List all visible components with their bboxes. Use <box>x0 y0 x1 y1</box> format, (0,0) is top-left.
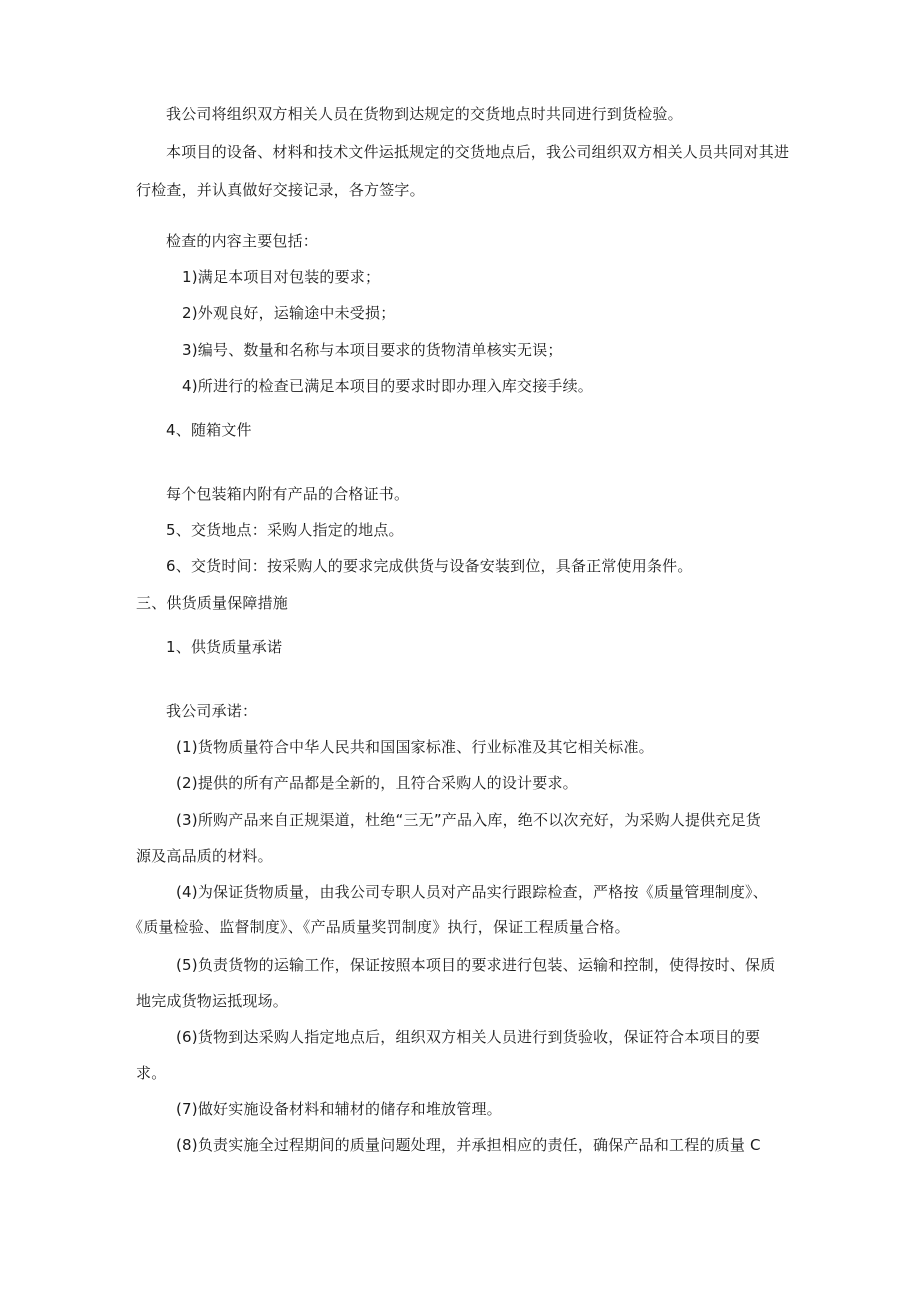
section-4-body: 每个包装箱内附有产品的合格证书。 <box>166 485 410 503</box>
inspection-item: 1)满足本项目对包装的要求； <box>182 268 381 286</box>
supply-quality-commitment-heading: 1、供货质量承诺 <box>166 638 283 656</box>
inspection-item: 2)外观良好，运输途中未受损； <box>182 304 396 322</box>
intro-paragraph-line-3: 行检查，并认真做好交接记录，各方签字。 <box>136 181 425 199</box>
promise-item-7: (7)做好实施设备材料和辅材的储存和堆放管理。 <box>176 1100 502 1118</box>
promise-item-3-line-1: (3)所购产品来自正规渠道，杜绝“三无”产品入库，绝不以次充好，为采购人提供充足货 <box>176 811 761 829</box>
part-3-heading: 三、供货质量保障措施 <box>136 594 289 612</box>
promise-item-5-line-1: (5)负责货物的运输工作，保证按照本项目的要求进行包装、运输和控制，使得按时、保质 <box>176 956 776 974</box>
inspection-item: 3)编号、数量和名称与本项目要求的货物清单核实无误； <box>182 341 563 359</box>
promise-item-8: (8)负责实施全过程期间的质量问题处理，并承担相应的责任，确保产品和工程的质量 C <box>176 1136 761 1154</box>
promise-item-4-line-1: (4)为保证货物质量，由我公司专职人员对产品实行跟踪检查，严格按《质量管理制度》、 <box>176 883 768 901</box>
section-6-delivery-time: 6、交货时间：按采购人的要求完成供货与设备安装到位，具备正常使用条件。 <box>166 557 693 575</box>
promise-item-2: (2)提供的所有产品都是全新的，且符合采购人的设计要求。 <box>176 774 578 792</box>
intro-paragraph-line-2: 本项目的设备、材料和技术文件运抵规定的交货地点后，我公司组织双方相关人员共同对其进 <box>166 143 790 161</box>
promise-item-6-line-2: 求。 <box>136 1064 167 1082</box>
promise-item-6-line-1: (6)货物到达采购人指定地点后，组织双方相关人员进行到货验收，保证符合本项目的要 <box>176 1028 761 1046</box>
promise-item-4-line-2: 《质量检验、监督制度》、《产品质量奖罚制度》执行，保证工程质量合格。 <box>128 918 630 936</box>
promise-item-3-line-2: 源及高品质的材料。 <box>136 847 273 865</box>
section-4-heading: 4、随箱文件 <box>166 421 252 439</box>
promise-item-1: (1)货物质量符合中华人民共和国国家标准、行业标准及其它相关标准。 <box>176 738 654 756</box>
inspection-heading: 检查的内容主要包括： <box>166 232 319 250</box>
promise-intro: 我公司承诺： <box>166 702 258 720</box>
promise-item-5-line-2: 地完成货物运抵现场。 <box>136 992 289 1010</box>
section-5-delivery-place: 5、交货地点：采购人指定的地点。 <box>166 521 404 539</box>
inspection-item: 4)所进行的检查已满足本项目的要求时即办理入库交接手续。 <box>182 377 593 395</box>
intro-paragraph-line-1: 我公司将组织双方相关人员在货物到达规定的交货地点时共同进行到货检验。 <box>166 105 683 123</box>
